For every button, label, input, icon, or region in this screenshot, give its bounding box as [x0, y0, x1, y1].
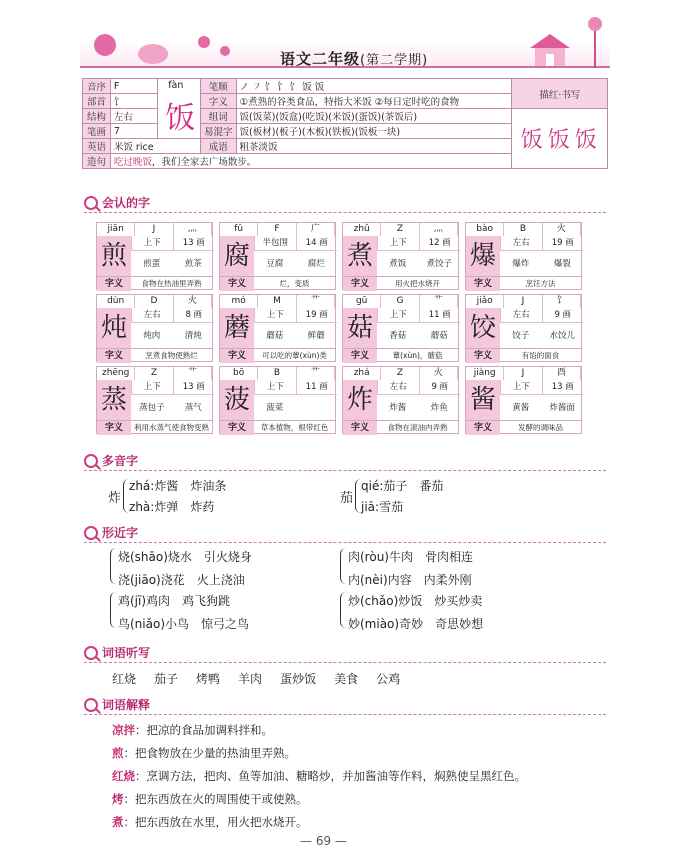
card-words [131, 322, 214, 348]
card-meaning: 可以吃的蕈(xùn)类 [262, 351, 327, 360]
card-bihua: 12 画 [419, 236, 461, 250]
tingxie-word: 烤鸭 [196, 672, 221, 686]
card-meaning-label: 字义 [343, 349, 377, 363]
card-word: 煮饭 [389, 259, 407, 269]
card-bushou: 艹 [297, 367, 335, 380]
card-jiegou: 左右 [131, 308, 173, 322]
practice-box [512, 109, 608, 169]
card-structure [377, 380, 460, 394]
xingjin-pair [340, 592, 483, 632]
card-word: 蒸气 [184, 403, 202, 413]
duoyin-reading: zhà:炸弹 炸药 [129, 500, 215, 514]
card-header [97, 223, 212, 236]
tingxie-word: 羊肉 [238, 672, 263, 686]
card-pinyin: zhá [343, 367, 381, 380]
card-bihua: 14 画 [296, 236, 338, 250]
card-meaning-row [466, 420, 581, 435]
card-char: 煎 [97, 236, 131, 276]
card-word: 炸鱼 [430, 403, 448, 413]
char-card [465, 366, 582, 434]
card-pinyin: bō [220, 367, 258, 380]
card-char: 蘑 [220, 308, 254, 348]
char-card [342, 294, 459, 362]
jieshi-word: 凉拌 [112, 723, 135, 737]
chengyu-value: 粗茶淡饭 [236, 139, 512, 154]
card-meaning-row [343, 348, 458, 363]
card-word: 蒸包子 [138, 403, 165, 413]
char-card [96, 294, 213, 362]
card-word: 煎蛋 [143, 259, 161, 269]
tingxie-word: 红烧 [112, 672, 137, 686]
card-meaning: 发酵的调味品 [518, 423, 563, 432]
card-pinyin: jiǎo [466, 295, 504, 308]
card-pinyin: jiàng [466, 367, 504, 380]
chengyu-label: 成语 [201, 139, 237, 154]
card-structure [254, 308, 337, 322]
card-meaning-label: 字义 [97, 349, 131, 363]
card-word: 蘑菇 [430, 331, 448, 341]
card-words [254, 322, 337, 348]
card-yinxu: M [258, 295, 296, 308]
card-word [296, 395, 338, 420]
brace [110, 592, 116, 628]
card-words [131, 250, 214, 276]
card-bihua: 9 画 [542, 308, 584, 322]
card-bihua: 11 画 [419, 308, 461, 322]
card-structure [131, 236, 214, 250]
card-yinxu: J [504, 367, 542, 380]
card-jiegou: 上下 [131, 380, 173, 394]
card-yinxu: B [258, 367, 296, 380]
card-header [220, 295, 335, 308]
card-bihua: 19 画 [542, 236, 584, 250]
card-bihua: 8 画 [173, 308, 215, 322]
card-meaning-label: 字义 [97, 277, 131, 291]
yicuo-label: 易混字 [201, 124, 237, 139]
divider [84, 542, 606, 543]
card-header [343, 223, 458, 236]
card-word: 鲜蘑 [307, 331, 325, 341]
card-meaning: 烹煮食物使熟烂 [145, 351, 198, 360]
magnifier-icon [84, 196, 98, 210]
xingjin-line: 内(nèi)内容 内柔外刚 [348, 573, 472, 587]
card-header [220, 223, 335, 236]
card-pinyin: gū [343, 295, 381, 308]
card-meaning-row [220, 276, 335, 291]
card-jiegou: 半包围 [254, 236, 296, 250]
jieshi-word: 红烧 [112, 769, 135, 783]
xingjin-line: 妙(miào)奇妙 奇思妙想 [348, 617, 484, 631]
xingjin-line: 烧(shāo)烧水 引火烧身 [118, 550, 252, 564]
tingxie-word: 蛋炒饭 [280, 672, 317, 686]
card-header [220, 367, 335, 380]
card-word: 炖肉 [143, 331, 161, 341]
jieshi-item [112, 768, 526, 784]
card-pinyin: dùn [97, 295, 135, 308]
card-words [500, 250, 583, 276]
card-bushou: 艹 [297, 295, 335, 308]
zaoju-label: 造句 [83, 154, 111, 169]
card-bihua: 13 画 [173, 380, 215, 394]
card-meaning-row [343, 276, 458, 291]
card-word: 蘑菇 [266, 331, 284, 341]
card-word: 炸酱面 [549, 403, 575, 413]
card-pinyin: fǔ [220, 223, 258, 236]
bishun-value: ノ ㇇ 饣 饣 饣 饭 饭 [236, 79, 512, 94]
jieshi-def: ：把食物放在少量的热油里弄熟。 [123, 746, 296, 760]
brace [110, 548, 116, 584]
xingjin-line: 炒(chǎo)炒饭 炒买炒卖 [348, 594, 483, 608]
card-words [500, 394, 583, 420]
section-title: 词语解释 [102, 698, 151, 712]
char-card [465, 294, 582, 362]
card-meaning-row [97, 420, 212, 435]
card-word: 香菇 [389, 331, 407, 341]
card-bushou: 广 [297, 223, 335, 236]
card-pinyin: bào [466, 223, 504, 236]
english-label: 英语 [83, 139, 111, 154]
card-meaning-label: 字义 [97, 421, 131, 435]
card-word: 清炖 [184, 331, 202, 341]
yicuo-value: 饭(板材)(板子)(木板)(铁板)(饭板一块) [236, 124, 512, 139]
xingjin-line: 浇(jiāo)浇花 火上浇油 [118, 573, 245, 587]
card-char: 蒸 [97, 380, 131, 420]
card-pinyin: mó [220, 295, 258, 308]
card-meaning: 烂，变质 [279, 279, 310, 288]
card-structure [131, 380, 214, 394]
card-structure [377, 308, 460, 322]
cloud-icon [138, 44, 168, 64]
heart-icon [198, 36, 210, 48]
jieshi-def: ：烹调方法，把肉、鱼等加油、糖略炒，并加酱油等作料，焖熟使呈黑红色。 [135, 769, 526, 783]
card-meaning: 烹饪方法 [525, 279, 556, 288]
xingjin-line: 鸡(jī)鸡肉 鸡飞狗跳 [118, 594, 231, 608]
zaoju-value [110, 154, 512, 169]
card-meaning: 食物在热油里弄熟 [141, 279, 202, 288]
jieshi-item [112, 745, 526, 761]
card-jiegou: 上下 [500, 380, 542, 394]
duoyin-reading: qié:茄子 番茄 [361, 479, 444, 493]
divider [84, 470, 606, 471]
card-pinyin: zhēng [97, 367, 135, 380]
card-jiegou: 左右 [500, 236, 542, 250]
card-word: 煮饺子 [426, 259, 452, 269]
ziyi-value: ①煮熟的谷类食品，特指大米饭 ②每日定时吃的食物 [236, 94, 512, 109]
flower-icon [94, 34, 116, 56]
section-title: 会认的字 [102, 196, 151, 210]
card-header [466, 223, 581, 236]
card-words [500, 322, 583, 348]
card-meaning-row [466, 276, 581, 291]
card-meaning-row [97, 276, 212, 291]
card-word: 菠菜 [266, 403, 284, 413]
jieshi-word: 煮 [112, 815, 124, 829]
zaoju-highlight: 吃过晚饭 [113, 157, 152, 168]
xingjin-line: 肉(ròu)牛肉 骨肉相连 [348, 550, 473, 564]
jieshi-list [112, 722, 526, 830]
card-yinxu: Z [381, 223, 419, 236]
char-info-table [82, 78, 608, 169]
tingxie-word: 公鸡 [376, 672, 401, 686]
card-char: 酱 [466, 380, 500, 420]
card-words [254, 394, 337, 420]
card-jiegou: 上下 [377, 236, 419, 250]
char-card [96, 366, 213, 434]
card-bihua: 11 画 [296, 380, 338, 394]
card-words [377, 250, 460, 276]
zaoju-text: ，我们全家去广场散步。 [151, 157, 257, 168]
card-meaning-row [220, 348, 335, 363]
card-meaning: 蕈(xùn)，蘑菇 [392, 351, 443, 360]
card-meaning-row [220, 420, 335, 435]
card-meaning: 草本植物，根带红色 [260, 423, 329, 432]
card-word: 爆裂 [553, 259, 571, 269]
section-duoyin [84, 452, 138, 469]
char-card [219, 222, 336, 290]
bihua-label: 笔画 [83, 124, 111, 139]
card-meaning-label: 字义 [466, 421, 500, 435]
card-header [97, 295, 212, 308]
card-char: 菇 [343, 308, 377, 348]
card-jiegou: 上下 [377, 308, 419, 322]
jieshi-def: ：把凉的食品加调料拌和。 [135, 723, 273, 737]
card-structure [254, 236, 337, 250]
card-words [377, 394, 460, 420]
card-char: 饺 [466, 308, 500, 348]
pinyin-value: fàn [168, 80, 184, 91]
duoyin-item [108, 476, 226, 516]
jiegou-label: 结构 [83, 109, 111, 124]
card-word: 腐烂 [307, 259, 325, 269]
card-meaning-label: 字义 [220, 421, 254, 435]
practice-char: 饭 [520, 128, 545, 153]
magnifier-icon [84, 526, 98, 540]
jieshi-item [112, 791, 526, 807]
card-meaning-label: 字义 [220, 277, 254, 291]
practice-char: 饭 [574, 128, 599, 153]
section-title: 多音字 [102, 454, 139, 468]
card-char: 煮 [343, 236, 377, 276]
bushou-value: 饣 [110, 94, 157, 109]
card-meaning: 食物在滚油内弄熟 [387, 423, 448, 432]
brace [340, 592, 346, 628]
jieshi-def: ：把东西放在水里，用火把水烧开。 [123, 815, 308, 829]
card-structure [254, 380, 337, 394]
zuci-label: 组词 [201, 109, 237, 124]
card-bushou: 艹 [420, 295, 458, 308]
jieshi-def: ：把东西放在火的周围使干或使熟。 [123, 792, 308, 806]
card-yinxu: B [504, 223, 542, 236]
card-jiegou: 上下 [131, 236, 173, 250]
xingjin-line: 鸟(niǎo)小鸟 惊弓之鸟 [118, 617, 249, 631]
card-bushou: 火 [174, 295, 212, 308]
card-char: 菠 [220, 380, 254, 420]
card-header [97, 367, 212, 380]
miaohong-label: 描红·书写 [512, 79, 608, 109]
section-title: 形近字 [102, 526, 139, 540]
card-structure [500, 236, 583, 250]
card-meaning-label: 字义 [466, 277, 500, 291]
card-char: 腐 [220, 236, 254, 276]
divider [84, 212, 606, 213]
char-card [219, 366, 336, 434]
page-header [80, 14, 610, 70]
card-meaning-label: 字义 [220, 349, 254, 363]
page-number: — 69 — [300, 834, 347, 848]
jieshi-item [112, 722, 526, 738]
card-bihua: 19 画 [296, 308, 338, 322]
divider [84, 714, 606, 715]
jiegou-value: 左右 [110, 109, 157, 124]
bushou-label: 部首 [83, 94, 111, 109]
card-words [131, 394, 214, 420]
jieshi-word: 煎 [112, 746, 124, 760]
card-yinxu: J [504, 295, 542, 308]
duoyin-item [340, 476, 443, 516]
char-card [342, 222, 459, 290]
card-meaning: 用火把水烧开 [395, 279, 440, 288]
card-word: 豆腐 [266, 259, 284, 269]
char-card [465, 222, 582, 290]
card-meaning-row [97, 348, 212, 363]
bihua-value: 7 [110, 124, 157, 139]
card-word: 黄酱 [512, 403, 530, 413]
card-yinxu: G [381, 295, 419, 308]
char-card [96, 222, 213, 290]
card-bihua: 13 画 [173, 236, 215, 250]
card-bushou: 饣 [543, 295, 581, 308]
card-header [343, 367, 458, 380]
card-header [343, 295, 458, 308]
card-meaning-row [343, 420, 458, 435]
magnifier-icon [84, 454, 98, 468]
practice-char: 饭 [547, 128, 572, 153]
section-huiren [84, 194, 150, 211]
card-jiegou: 左右 [377, 380, 419, 394]
card-char: 炸 [343, 380, 377, 420]
card-jiegou: 上下 [254, 380, 296, 394]
card-yinxu: Z [381, 367, 419, 380]
card-word: 饺子 [512, 331, 530, 341]
card-bihua: 9 画 [419, 380, 461, 394]
xingjin-pair [110, 592, 249, 632]
card-header [466, 367, 581, 380]
magnifier-icon [84, 698, 98, 712]
card-yinxu: Z [135, 367, 173, 380]
card-yinxu: J [135, 223, 173, 236]
card-header [466, 295, 581, 308]
card-pinyin: jiān [97, 223, 135, 236]
card-word: 爆炸 [512, 259, 530, 269]
card-meaning: 有馅的面食 [521, 351, 560, 360]
section-jieshi [84, 696, 150, 713]
tree-icon [585, 14, 605, 68]
tingxie-word: 美食 [334, 672, 359, 686]
card-word: 炸酱 [389, 403, 407, 413]
section-xingjin [84, 524, 138, 541]
card-pinyin: zhǔ [343, 223, 381, 236]
card-char: 爆 [466, 236, 500, 276]
heart-icon [220, 46, 230, 56]
card-structure [500, 380, 583, 394]
card-words [377, 322, 460, 348]
big-char-cell [158, 79, 201, 139]
bishun-label: 笔顺 [201, 79, 237, 94]
card-jiegou: 左右 [500, 308, 542, 322]
yinxu-label: 音序 [83, 79, 111, 94]
section-title: 词语听写 [102, 646, 151, 660]
xingjin-pair [340, 548, 473, 588]
yinxu-value: F [110, 79, 157, 94]
section-tingxie [84, 644, 150, 661]
card-meaning-label: 字义 [343, 277, 377, 291]
magnifier-icon [84, 646, 98, 660]
card-meaning-label: 字义 [343, 421, 377, 435]
card-char: 炖 [97, 308, 131, 348]
card-yinxu: D [135, 295, 173, 308]
jieshi-item [112, 814, 526, 830]
tingxie-list [112, 670, 400, 687]
tingxie-word: 茄子 [154, 672, 179, 686]
english-value: 米饭 rice [110, 139, 200, 154]
duoyin-reading: zhá:炸酱 炸油条 [129, 479, 227, 493]
card-words [254, 250, 337, 276]
card-bushou: 艹 [174, 367, 212, 380]
char-card [342, 366, 459, 434]
card-word: 煎茶 [184, 259, 202, 269]
card-word: 水饺儿 [549, 331, 575, 341]
card-meaning-label: 字义 [466, 349, 500, 363]
duoyin-char: 茄 [340, 490, 354, 506]
duoyin-reading: jiā:雪茄 [361, 500, 404, 514]
card-structure [131, 308, 214, 322]
char-card [219, 294, 336, 362]
card-structure [500, 308, 583, 322]
duoyin-char: 炸 [108, 490, 122, 506]
page-title: 语文二年级(第二学期) [280, 50, 429, 68]
card-bihua: 13 画 [542, 380, 584, 394]
house-icon [520, 28, 580, 68]
card-bushou: 火 [420, 367, 458, 380]
card-structure [377, 236, 460, 250]
xingjin-pair [110, 548, 252, 588]
card-bushou: 酉 [543, 367, 581, 380]
jieshi-word: 烤 [112, 792, 124, 806]
card-bushou: 火 [543, 223, 581, 236]
card-meaning-row [466, 348, 581, 363]
divider [84, 662, 606, 663]
card-jiegou: 上下 [254, 308, 296, 322]
zuci-value: 饭(饭菜)(饭盒)(吃饭)(米饭)(蛋饭)(茶饭后) [236, 109, 512, 124]
card-bushou: 灬 [420, 223, 458, 236]
ziyi-label: 字义 [201, 94, 237, 109]
brace [340, 548, 346, 584]
card-yinxu: F [258, 223, 296, 236]
big-char: 饭 [165, 101, 196, 136]
card-bushou: 灬 [174, 223, 212, 236]
card-meaning: 利用水蒸气使食物变熟 [134, 423, 209, 432]
